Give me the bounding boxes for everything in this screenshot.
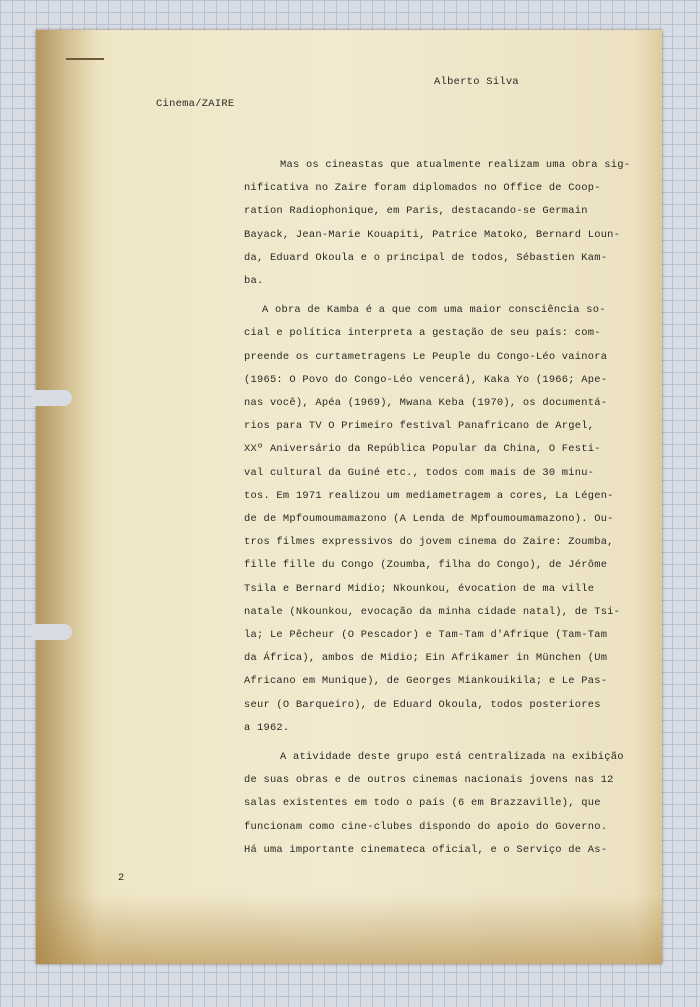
section-header: Cinema/ZAIRE (156, 98, 235, 110)
typewritten-page (36, 30, 662, 964)
text-line: funcionam como cine-clubes dispondo do apoio do Governo. (244, 821, 608, 833)
text-line: Há uma importante cinemateca oficial, e o Serviço de As- (244, 844, 608, 856)
text-line: A obra de Kamba é a que com uma maior consciência so- (262, 304, 606, 316)
text-line: ba. (244, 275, 264, 287)
text-line: val cultural da Guiné etc., todos com mais de 30 minu- (244, 467, 595, 479)
text-line: rios para TV O Primeiro festival Panafricano de Argel, (244, 420, 595, 432)
text-line: a 1962. (244, 722, 290, 734)
text-line: A atividade deste grupo está centralizada na exibição (280, 751, 624, 763)
text-line: ration Radiophonique, em Paris, destacando-se Germain (244, 205, 588, 217)
page-number: 2 (118, 872, 125, 884)
staple-mark (66, 58, 104, 60)
text-line: da África), ambos de Midio; Ein Afrikamer in München (Um (244, 652, 608, 664)
page-stain (36, 30, 96, 964)
punched-hole-bottom (32, 624, 72, 640)
text-line: la; Le Pêcheur (O Pescador) e Tam-Tam d'Afrique (Tam-Tam (244, 629, 608, 641)
text-line: de de Mpfoumoumamazono (A Lenda de Mpfoumoumamazono). Ou- (244, 513, 614, 525)
text-line: Bayack, Jean-Marie Kouapiti, Patrice Matoko, Bernard Loun- (244, 229, 621, 241)
text-line: preende os curtametragens Le Peuple du Congo-Léo vainora (244, 351, 608, 363)
text-line: seur (O Barqueiro), de Eduard Okoula, todos posteriores (244, 699, 601, 711)
text-line: nas você), Apéa (1969), Mwana Keba (1970), os documentá- (244, 397, 608, 409)
text-line: de suas obras e de outros cinemas nacionais jovens nas 12 (244, 774, 614, 786)
text-line: Mas os cineastas que atualmente realizam uma obra sig- (280, 159, 631, 171)
text-line: tos. Em 1971 realizou um mediametragem a cores, La Légen- (244, 490, 614, 502)
author-name: Alberto Silva (434, 76, 519, 88)
text-line: tros filmes expressivos do jovem cinema do Zaire: Zoumba, (244, 536, 614, 548)
text-line: fille fille du Congo (Zoumba, filha do Congo), de Jérôme (244, 559, 608, 571)
text-line: nificativa no Zaire foram diplomados no Office de Coop- (244, 182, 601, 194)
text-line: natale (Nkounkou, evocação da minha cidade natal), de Tsi- (244, 606, 621, 618)
text-line: salas existentes em todo o país (6 em Brazzaville), que (244, 797, 601, 809)
text-line: XXº Aniversário da República Popular da China, O Festi- (244, 443, 601, 455)
text-line: Tsila e Bernard Midio; Nkounkou, évocation de ma ville (244, 583, 595, 595)
text-line: Africano em Munique), de Georges Miankouikila; e Le Pas- (244, 675, 608, 687)
text-line: cial e política interpreta a gestação de seu país: com- (244, 327, 601, 339)
text-line: (1965: O Povo do Congo-Léo vencerá), Kaka Yo (1966; Ape- (244, 374, 608, 386)
text-line: da, Eduard Okoula e o principal de todos, Sébastien Kam- (244, 252, 608, 264)
punched-hole-top (32, 390, 72, 406)
